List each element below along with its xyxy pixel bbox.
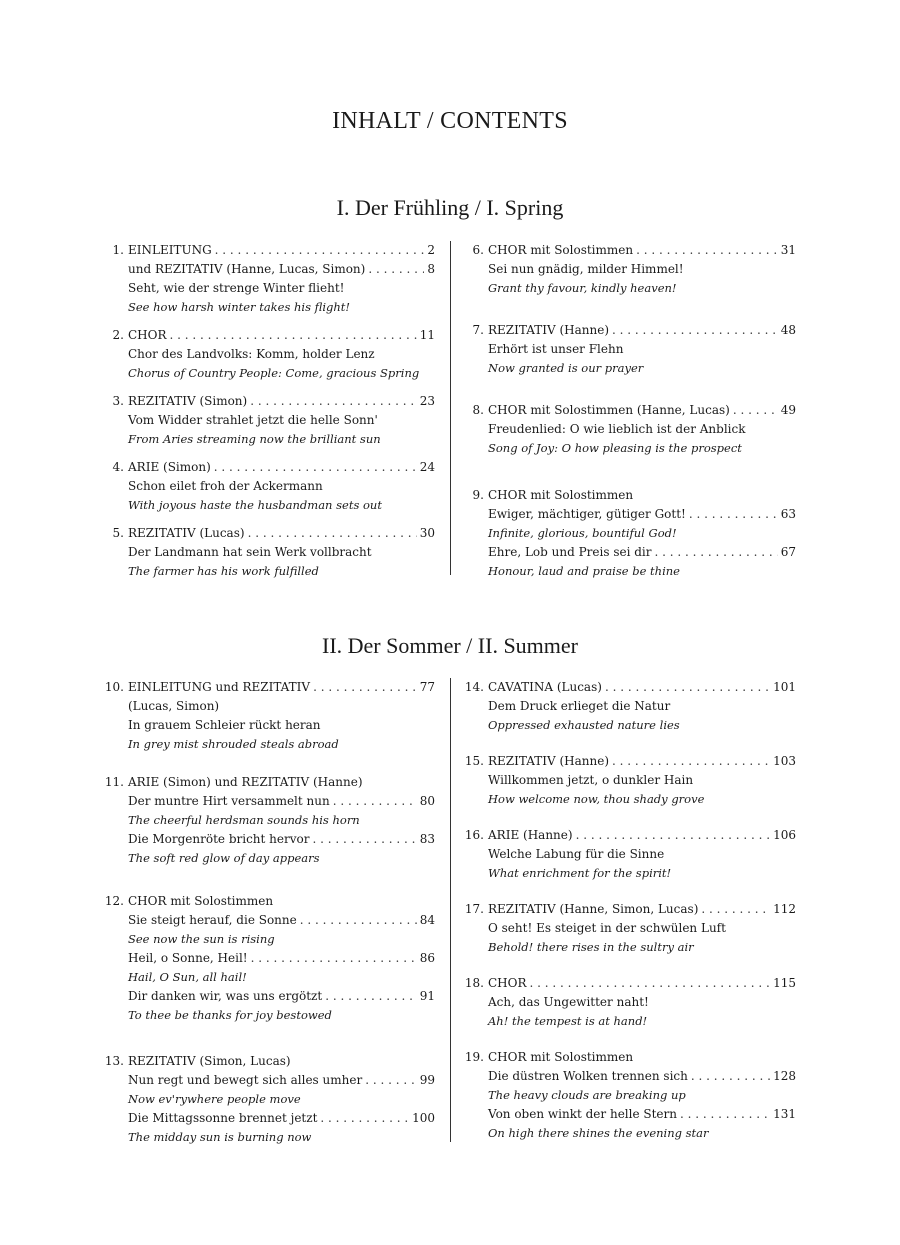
dot-leader <box>300 911 417 930</box>
translation-text: What enrichment for the spirit! <box>488 866 672 880</box>
translation-text: Now ev'rywhere people move <box>128 1092 301 1106</box>
entry-title: Die düstren Wolken trennen sich <box>488 1069 688 1083</box>
dot-leader <box>215 241 425 260</box>
entry-number: 11. <box>104 775 124 789</box>
entry-number: 15. <box>464 754 484 768</box>
toc-line <box>488 993 796 1012</box>
toc-line <box>488 1105 796 1124</box>
toc-entry <box>100 678 435 754</box>
entry-title: und REZITATIV (Hanne, Lucas, Simon) <box>128 262 366 276</box>
page-number: 99 <box>419 1073 435 1087</box>
toc-line <box>128 949 435 968</box>
toc-line <box>488 401 796 420</box>
english-translation-line <box>128 430 435 449</box>
english-translation-line <box>488 279 796 298</box>
english-translation-line <box>128 1128 435 1147</box>
toc-line <box>488 845 796 864</box>
dot-leader <box>214 458 417 477</box>
toc-line <box>128 911 435 930</box>
toc-entry <box>460 752 796 809</box>
entry-title: CHOR mit Solostimmen <box>128 894 274 908</box>
entry-title: Nun regt und bewegt sich alles umher <box>128 1073 363 1087</box>
dot-leader <box>250 392 417 411</box>
entry-number: 13. <box>104 1054 124 1068</box>
toc-entry <box>460 974 796 1031</box>
dot-leader <box>655 543 778 562</box>
page-number: 24 <box>419 460 435 474</box>
toc-entry <box>460 241 796 298</box>
english-translation-line <box>128 364 435 383</box>
dot-leader <box>325 987 417 1006</box>
english-translation-line <box>128 968 435 987</box>
toc-line <box>128 543 435 562</box>
toc-line <box>488 900 796 919</box>
toc-entry <box>100 1052 435 1147</box>
entry-number: 17. <box>464 902 484 916</box>
translation-text: The midday sun is burning now <box>128 1130 312 1144</box>
entry-title: REZITATIV (Simon) <box>128 394 248 408</box>
toc-entry <box>100 392 435 449</box>
dot-leader <box>312 830 416 849</box>
entry-title: Die Morgenröte bricht hervor <box>128 832 310 846</box>
toc-line <box>488 974 796 993</box>
toc-entry <box>460 321 796 378</box>
entry-title: Schon eilet froh der Ackermann <box>128 479 323 493</box>
english-translation-line <box>488 1086 796 1105</box>
entry-number: 16. <box>464 828 484 842</box>
english-translation-line <box>128 735 435 754</box>
translation-text: Oppressed exhausted nature lies <box>488 718 680 732</box>
page-number: 48 <box>780 323 796 337</box>
entry-number: 8. <box>472 403 484 417</box>
entry-number: 6. <box>472 243 484 257</box>
dot-leader <box>689 505 778 524</box>
page-title: INHALT / CONTENTS <box>332 108 568 134</box>
page-number: 83 <box>419 832 435 846</box>
entry-number: 3. <box>112 394 124 408</box>
entry-title: ARIE (Simon) und REZITATIV (Hanne) <box>128 775 363 789</box>
entry-title: EINLEITUNG und REZITATIV <box>128 680 311 694</box>
page-number: 112 <box>773 902 796 916</box>
entry-title: ARIE (Simon) <box>128 460 211 474</box>
english-translation-line <box>488 562 796 581</box>
dot-leader <box>530 974 771 993</box>
page-number: 128 <box>773 1069 796 1083</box>
dot-leader <box>636 241 778 260</box>
translation-text: Behold! there rises in the sultry air <box>488 940 694 954</box>
english-translation-line <box>488 716 796 735</box>
toc-line <box>128 458 435 477</box>
toc-line <box>128 716 435 735</box>
toc-line <box>128 987 435 1006</box>
translation-text: See now the sun is rising <box>128 932 275 946</box>
dot-leader <box>248 524 417 543</box>
entry-title: CHOR mit Solostimmen (Hanne, Lucas) <box>488 403 730 417</box>
translation-text: On high there shines the evening star <box>488 1126 709 1140</box>
entry-title: REZITATIV (Simon, Lucas) <box>128 1054 291 1068</box>
toc-line <box>488 697 796 716</box>
toc-line <box>128 279 435 298</box>
dot-leader <box>170 326 417 345</box>
entry-title: Freudenlied: O wie lieblich ist der Anblick <box>488 422 746 436</box>
section-title-summer: II. Der Sommer / II. Summer <box>322 633 578 658</box>
toc-entry <box>100 892 435 1025</box>
translation-text: In grey mist shrouded steals abroad <box>128 737 339 751</box>
toc-line <box>128 345 435 364</box>
entry-title: CHOR <box>488 976 527 990</box>
entry-number: 12. <box>104 894 124 908</box>
translation-text: See how harsh winter takes his flight! <box>128 300 351 314</box>
toc-line <box>128 326 435 345</box>
toc-line <box>128 697 435 716</box>
entry-title: REZITATIV (Hanne) <box>488 323 609 337</box>
translation-text: With joyous haste the husbandman sets out <box>128 498 382 512</box>
translation-text: Now granted is our prayer <box>488 361 644 375</box>
dot-leader <box>680 1105 770 1124</box>
toc-line <box>488 241 796 260</box>
entry-title: CHOR mit Solostimmen <box>488 488 634 502</box>
english-translation-line <box>128 811 435 830</box>
english-translation-line <box>128 298 435 317</box>
english-translation-line <box>488 864 796 883</box>
entry-title: Erhört ist unser Flehn <box>488 342 624 356</box>
entry-title: CAVATINA (Lucas) <box>488 680 602 694</box>
toc-line <box>128 892 435 911</box>
entry-title: Der Landmann hat sein Werk vollbracht <box>128 545 372 559</box>
toc-line <box>128 1052 435 1071</box>
page-number: 11 <box>419 328 435 342</box>
entry-number: 5. <box>112 526 124 540</box>
toc-entry <box>460 486 796 581</box>
entry-title: Ewiger, mächtiger, gütiger Gott! <box>488 507 686 521</box>
toc-line <box>488 919 796 938</box>
toc-entry <box>460 900 796 957</box>
entry-title: EINLEITUNG <box>128 243 212 257</box>
toc-line <box>128 477 435 496</box>
entry-title: In grauem Schleier rückt heran <box>128 718 321 732</box>
translation-text: Song of Joy: O how pleasing is the prospect <box>488 441 742 455</box>
entry-title: Die Mittagssonne brennet jetzt <box>128 1111 318 1125</box>
toc-line <box>128 524 435 543</box>
translation-text: Infinite, glorious, bountiful God! <box>488 526 677 540</box>
translation-text: Honour, laud and praise be thine <box>488 564 680 578</box>
toc-line <box>128 830 435 849</box>
toc-line <box>488 826 796 845</box>
entry-title: CHOR mit Solostimmen <box>488 243 634 257</box>
toc-entry <box>100 326 435 383</box>
dot-leader <box>313 678 417 697</box>
page-number: 2 <box>427 243 435 257</box>
toc-line <box>488 678 796 697</box>
translation-text: The cheerful herdsman sounds his horn <box>128 813 360 827</box>
entry-title: REZITATIV (Hanne, Simon, Lucas) <box>488 902 699 916</box>
entry-title: Seht, wie der strenge Winter flieht! <box>128 281 345 295</box>
toc-line <box>488 752 796 771</box>
dot-leader <box>612 752 770 771</box>
entry-title: REZITATIV (Hanne) <box>488 754 609 768</box>
page-number: 101 <box>773 680 796 694</box>
entry-title: Der muntre Hirt versammelt nun <box>128 794 330 808</box>
entry-number: 9. <box>472 488 484 502</box>
summer-column-divider <box>450 678 451 1142</box>
page-number: 63 <box>780 507 796 521</box>
dot-leader <box>691 1067 770 1086</box>
dot-leader <box>365 1071 417 1090</box>
translation-text: The farmer has his work fulfilled <box>128 564 319 578</box>
entry-title: Chor des Landvolks: Komm, holder Lenz <box>128 347 375 361</box>
toc-entry <box>100 524 435 581</box>
toc-entry <box>100 773 435 868</box>
entry-title: Ach, das Ungewitter naht! <box>488 995 649 1009</box>
toc-line <box>488 420 796 439</box>
english-translation-line <box>488 1124 796 1143</box>
translation-text: To thee be thanks for joy bestowed <box>128 1008 332 1022</box>
english-translation-line <box>488 1012 796 1031</box>
english-translation-line <box>488 359 796 378</box>
page-number: 31 <box>780 243 796 257</box>
english-translation-line <box>488 790 796 809</box>
translation-text: The heavy clouds are breaking up <box>488 1088 686 1102</box>
english-translation-line <box>128 930 435 949</box>
toc-line <box>128 411 435 430</box>
english-translation-line <box>488 524 796 543</box>
translation-text: The soft red glow of day appears <box>128 851 320 865</box>
toc-entry <box>100 241 435 317</box>
entry-title: Sie steigt herauf, die Sonne <box>128 913 297 927</box>
entry-title: Ehre, Lob und Preis sei dir <box>488 545 652 559</box>
toc-line <box>488 771 796 790</box>
dot-leader <box>612 321 778 340</box>
entry-number: 1. <box>112 243 124 257</box>
toc-line <box>128 1109 435 1128</box>
toc-line <box>488 260 796 279</box>
toc-entry <box>460 401 796 458</box>
entry-title: REZITATIV (Lucas) <box>128 526 245 540</box>
toc-line <box>128 1071 435 1090</box>
page-number: 8 <box>427 262 435 276</box>
entry-number: 4. <box>112 460 124 474</box>
entry-title: (Lucas, Simon) <box>128 699 220 713</box>
dot-leader <box>576 826 771 845</box>
toc-line <box>488 1048 796 1067</box>
page-number: 115 <box>773 976 796 990</box>
section-title-spring: I. Der Frühling / I. Spring <box>336 195 564 220</box>
entry-number: 14. <box>464 680 484 694</box>
entry-number: 7. <box>472 323 484 337</box>
spring-column-divider <box>450 241 451 575</box>
toc-line <box>488 340 796 359</box>
entry-title: Vom Widder strahlet jetzt die helle Sonn' <box>128 413 378 427</box>
entry-title: Welche Labung für die Sinne <box>488 847 665 861</box>
english-translation-line <box>488 938 796 957</box>
toc-line <box>128 241 435 260</box>
english-translation-line <box>128 496 435 515</box>
english-translation-line <box>488 439 796 458</box>
english-translation-line <box>128 849 435 868</box>
entry-title: ARIE (Hanne) <box>488 828 573 842</box>
page-number: 67 <box>780 545 796 559</box>
english-translation-line <box>128 562 435 581</box>
toc-line <box>128 392 435 411</box>
page-number: 100 <box>412 1111 435 1125</box>
page-number: 131 <box>773 1107 796 1121</box>
toc-entry <box>460 826 796 883</box>
dot-leader <box>605 678 770 697</box>
toc-line <box>128 260 435 279</box>
toc-entry <box>460 678 796 735</box>
toc-line <box>488 505 796 524</box>
dot-leader <box>333 792 417 811</box>
toc-entry <box>100 458 435 515</box>
entry-title: O seht! Es steiget in der schwülen Luft <box>488 921 726 935</box>
dot-leader <box>251 949 417 968</box>
dot-leader <box>701 900 770 919</box>
dot-leader <box>320 1109 409 1128</box>
translation-text: How welcome now, thou shady grove <box>488 792 705 806</box>
entry-title: CHOR <box>128 328 167 342</box>
entry-title: CHOR mit Solostimmen <box>488 1050 634 1064</box>
toc-line <box>488 321 796 340</box>
page-number: 103 <box>773 754 796 768</box>
entry-number: 18. <box>464 976 484 990</box>
toc-line <box>488 1067 796 1086</box>
entry-title: Sei nun gnädig, milder Himmel! <box>488 262 684 276</box>
dot-leader <box>368 260 424 279</box>
translation-text: Ah! the tempest is at hand! <box>488 1014 648 1028</box>
english-translation-line <box>128 1090 435 1109</box>
page-number: 30 <box>419 526 435 540</box>
translation-text: Grant thy favour, kindly heaven! <box>488 281 677 295</box>
page-number: 106 <box>773 828 796 842</box>
toc-line <box>488 486 796 505</box>
entry-number: 19. <box>464 1050 484 1064</box>
entry-title: Dir danken wir, was uns ergötzt <box>128 989 323 1003</box>
entry-number: 2. <box>112 328 124 342</box>
translation-text: Chorus of Country People: Come, gracious Spring <box>128 366 420 380</box>
toc-line <box>128 773 435 792</box>
page-number: 23 <box>419 394 435 408</box>
entry-title: Heil, o Sonne, Heil! <box>128 951 248 965</box>
page-number: 80 <box>419 794 435 808</box>
entry-title: Willkommen jetzt, o dunkler Hain <box>488 773 694 787</box>
page-number: 77 <box>419 680 435 694</box>
entry-number: 10. <box>104 680 124 694</box>
page-number: 86 <box>419 951 435 965</box>
page-number: 84 <box>419 913 435 927</box>
page-number: 49 <box>780 403 796 417</box>
entry-title: Dem Druck erlieget die Natur <box>488 699 671 713</box>
toc-line <box>128 678 435 697</box>
toc-line <box>488 543 796 562</box>
dot-leader <box>733 401 778 420</box>
english-translation-line <box>128 1006 435 1025</box>
toc-entry <box>460 1048 796 1143</box>
translation-text: From Aries streaming now the brilliant sun <box>128 432 381 446</box>
translation-text: Hail, O Sun, all hail! <box>128 970 247 984</box>
page-number: 91 <box>419 989 435 1003</box>
toc-line <box>128 792 435 811</box>
entry-title: Von oben winkt der helle Stern <box>488 1107 677 1121</box>
